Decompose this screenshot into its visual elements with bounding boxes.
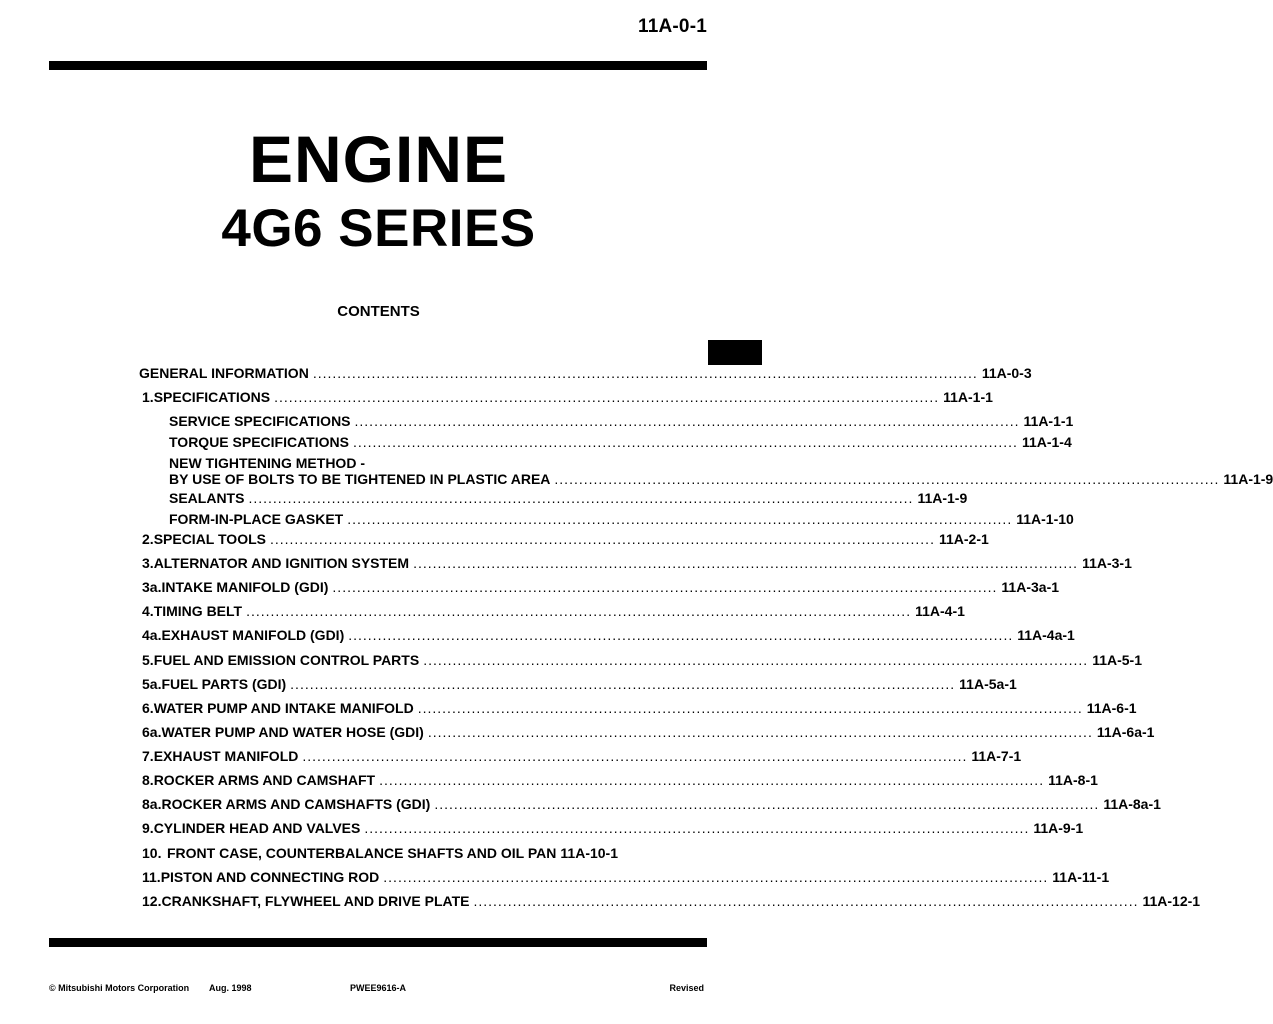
toc-entry-form-in-place-gasket[interactable] xyxy=(169,511,1074,527)
toc-leader-dots: ........................................................................................................................................ xyxy=(554,471,1220,487)
toc-entry-page: 11A-5a-1 xyxy=(959,676,1017,692)
toc-entry-page: 11A-8a-1 xyxy=(1103,796,1161,812)
toc-entry-number: 9. xyxy=(142,820,154,836)
toc-entry-water-pump-intake[interactable] xyxy=(142,700,1137,716)
footer-copyright: © Mitsubishi Motors Corporation xyxy=(49,983,190,993)
contents-heading: CONTENTS xyxy=(337,303,420,320)
toc-leader-dots: ........................................................................................................................................ xyxy=(348,627,1014,643)
toc-leader-dots: ........................................................................................................................................ xyxy=(379,772,1045,788)
toc-entry-page: 11A-10-1 xyxy=(560,845,618,861)
toc-entry-label: WATER PUMP AND INTAKE MANIFOLD xyxy=(153,700,414,716)
toc-entry-number: 10. xyxy=(142,845,162,861)
toc-entry-number: 11. xyxy=(142,869,161,885)
toc-entry-page: 11A-6a-1 xyxy=(1096,724,1155,740)
toc-entry-page: 11A-1-1 xyxy=(1023,413,1074,429)
toc-entry-number: 2. xyxy=(142,531,154,547)
toc-leader-dots: ........................................................................................................................................ xyxy=(302,748,968,764)
toc-entry-page: 11A-6-1 xyxy=(1086,700,1137,716)
toc-entry-label: TIMING BELT xyxy=(153,603,243,619)
toc-entry-fuel-emission-control[interactable] xyxy=(142,652,1142,668)
toc-leader-dots: ........................................................................................................................................ xyxy=(423,652,1089,668)
bottom-rule xyxy=(49,938,707,947)
toc-entry-page: 11A-1-9 xyxy=(917,490,968,506)
toc-entry-number: 6. xyxy=(142,700,154,716)
toc-entry-label: ROCKER ARMS AND CAMSHAFTS (GDI) xyxy=(161,796,431,812)
toc-entry-water-pump-hose-gdi[interactable] xyxy=(142,724,1155,740)
toc-entry-label: FUEL PARTS (GDI) xyxy=(161,676,287,692)
toc-entry-front-case[interactable] xyxy=(142,845,618,861)
footer-date: Aug. 1998 xyxy=(209,983,252,993)
toc-entry-page: 11A-4a-1 xyxy=(1017,627,1075,643)
toc-entry-page: 11A-12-1 xyxy=(1142,893,1201,909)
toc-entry-page: 11A-3-1 xyxy=(1082,555,1132,571)
toc-entry-label: PISTON AND CONNECTING ROD xyxy=(160,869,380,885)
toc-leader-dots: ........................................................................................................................................ xyxy=(347,511,1013,527)
toc-entry-label: SPECIFICATIONS xyxy=(153,389,271,405)
toc-entry-number: 5. xyxy=(142,652,154,668)
toc-entry-label: EXHAUST MANIFOLD xyxy=(153,748,299,764)
toc-entry-number: 8. xyxy=(142,772,154,788)
toc-entry-page: 11A-1-9 xyxy=(1223,471,1273,487)
toc-leader-dots: ........................................................................................................................................ xyxy=(364,820,1030,836)
toc-entry-number: 3a. xyxy=(142,579,162,595)
toc-entry-fuel-parts-gdi[interactable] xyxy=(142,676,1017,692)
toc-leader-dots: ........................................................................................................................................ xyxy=(246,603,912,619)
toc-entry-intake-manifold-gdi[interactable] xyxy=(142,579,1060,595)
toc-leader-dots: ........................................................................................................................................ xyxy=(269,531,935,547)
toc-entry-number: 3. xyxy=(142,555,154,571)
toc-entry-number: 7. xyxy=(142,748,154,764)
toc-entry-page: 11A-8-1 xyxy=(1048,772,1098,788)
toc-entry-number: 12. xyxy=(142,893,162,909)
toc-entry-page: 11A-2-1 xyxy=(938,531,989,547)
footer-doc-code: PWEE9616-A xyxy=(350,983,407,993)
toc-entry-number: 4. xyxy=(142,603,154,619)
toc-entry-label: ROCKER ARMS AND CAMSHAFT xyxy=(153,772,376,788)
toc-entry-alternator-ignition[interactable] xyxy=(142,555,1132,571)
toc-entry-label-line1: NEW TIGHTENING METHOD - xyxy=(169,455,365,471)
toc-leader-dots: ........................................................................................................................................ xyxy=(417,700,1083,716)
toc-entry-label: GENERAL INFORMATION xyxy=(139,365,309,381)
toc-entry-exhaust-manifold[interactable] xyxy=(142,748,1022,764)
toc-entry-label: WATER PUMP AND WATER HOSE (GDI) xyxy=(161,724,424,740)
toc-leader-dots: ........................................................................................................................................ xyxy=(354,413,1020,429)
toc-leader-dots: ........................................................................................................................................ xyxy=(383,869,1049,885)
page-code: 11A-0-1 xyxy=(638,16,707,37)
toc-entry-timing-belt[interactable] xyxy=(142,603,965,619)
footer-status: Revised xyxy=(669,983,704,993)
toc-entry-page: 11A-4-1 xyxy=(915,603,965,619)
toc-entry-number: 1. xyxy=(142,389,154,405)
toc-entry-label: EXHAUST MANIFOLD (GDI) xyxy=(161,627,345,643)
toc-entry-number: 4a. xyxy=(142,627,162,643)
toc-entry-general-information[interactable] xyxy=(139,365,1032,381)
toc-leader-dots: ........................................................................................................................................ xyxy=(332,579,998,595)
toc-leader-dots: ........................................................................................................................................ xyxy=(473,893,1139,909)
toc-entry-label: ALTERNATOR AND IGNITION SYSTEM xyxy=(153,555,410,571)
toc-leader-dots: ........................................................................................................................................ xyxy=(312,365,978,381)
toc-entry-label xyxy=(169,455,550,487)
toc-entry-exhaust-manifold-gdi[interactable] xyxy=(142,627,1075,643)
toc-entry-rocker-arms-camshafts-gdi[interactable] xyxy=(142,796,1161,812)
page-title: ENGINE xyxy=(248,122,509,196)
toc-entry-piston-connecting-rod[interactable] xyxy=(142,869,1110,885)
toc-entry-label-line2: BY USE OF BOLTS TO BE TIGHTENED IN PLASTIC AREA xyxy=(169,471,551,487)
toc-entry-label: FUEL AND EMISSION CONTROL PARTS xyxy=(153,652,420,668)
toc-entry-label: CYLINDER HEAD AND VALVES xyxy=(153,820,361,836)
toc-entry-page: 11A-1-1 xyxy=(943,389,993,405)
toc-entry-page: 11A-9-1 xyxy=(1033,820,1084,836)
toc-entry-page: 11A-5-1 xyxy=(1092,652,1142,668)
toc-entry-sealants[interactable] xyxy=(169,490,968,506)
toc-entry-number: 5a. xyxy=(142,676,162,692)
toc-entry-page: 11A-3a-1 xyxy=(1001,579,1060,595)
toc-entry-service-specifications[interactable] xyxy=(169,413,1074,429)
toc-entry-new-tightening-method[interactable] xyxy=(169,455,1273,487)
toc-entry-cylinder-head-valves[interactable] xyxy=(142,820,1084,836)
toc-entry-specifications[interactable] xyxy=(142,389,993,405)
toc-entry-label: FRONT CASE, COUNTERBALANCE SHAFTS AND OIL PAN xyxy=(166,845,557,861)
toc-entry-label: TORQUE SPECIFICATIONS xyxy=(169,434,349,450)
toc-entry-page: 11A-1-4 xyxy=(1021,434,1072,450)
toc-leader-dots: ........................................................................................................................................ xyxy=(248,490,914,506)
toc-entry-label: SERVICE SPECIFICATIONS xyxy=(169,413,351,429)
toc-entry-special-tools[interactable] xyxy=(142,531,989,547)
toc-entry-rocker-arms-camshaft[interactable] xyxy=(142,772,1098,788)
toc-entry-label: INTAKE MANIFOLD (GDI) xyxy=(161,579,329,595)
toc-entry-number: 8a. xyxy=(142,796,162,812)
toc-leader-dots: ........................................................................................................................................ xyxy=(274,389,940,405)
toc-entry-crankshaft-flywheel[interactable] xyxy=(142,893,1201,909)
toc-entry-page: 11A-1-10 xyxy=(1016,511,1074,527)
toc-leader-dots: ........................................................................................................................................ xyxy=(427,724,1093,740)
toc-entry-page: 11A-11-1 xyxy=(1052,869,1110,885)
toc-entry-page: 11A-7-1 xyxy=(971,748,1022,764)
toc-entry-label: FORM-IN-PLACE GASKET xyxy=(169,511,344,527)
toc-entry-torque-specifications[interactable] xyxy=(169,434,1072,450)
toc-leader-dots: ........................................................................................................................................ xyxy=(413,555,1079,571)
toc-entry-number: 6a. xyxy=(142,724,162,740)
toc-leader-dots: ........................................................................................................................................ xyxy=(290,676,956,692)
toc-leader-dots: ........................................................................................................................................ xyxy=(352,434,1018,450)
toc-entry-label: SEALANTS xyxy=(169,490,245,506)
page-subtitle: 4G6 SERIES xyxy=(221,199,536,258)
toc-entry-label: SPECIAL TOOLS xyxy=(153,531,266,547)
toc-leader-dots: ........................................................................................................................................ xyxy=(434,796,1100,812)
toc-entry-label: CRANKSHAFT, FLYWHEEL AND DRIVE PLATE xyxy=(161,893,470,909)
toc-entry-page: 11A-0-3 xyxy=(981,365,1032,381)
